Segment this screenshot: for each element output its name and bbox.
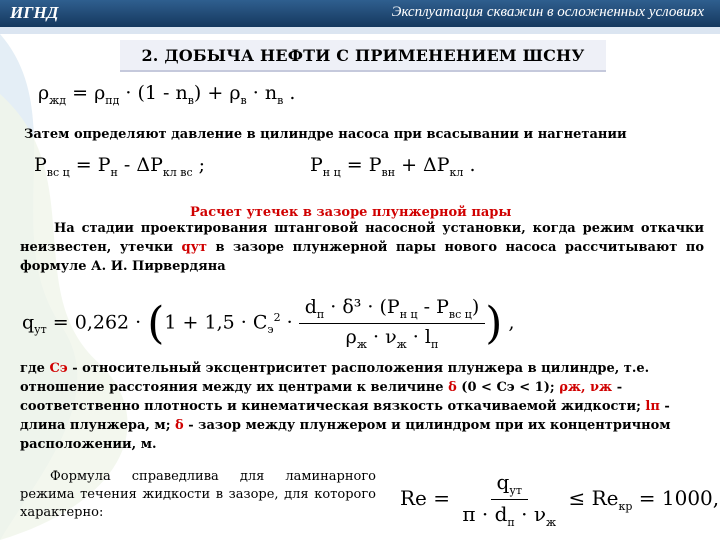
paragraph-design-stage: На стадии проектирования штанговой насосной установки, когда режим откачки неизвестен, утечки qут в зазоре плунжерной пары нового насоса рассчитывают по формуле А. И. Пирвердяна bbox=[20, 221, 704, 274]
text-pressure-intro: Затем определяют давление в цилиндре насоса при всасывании и нагнетании bbox=[24, 127, 627, 142]
header-right: Эксплуатация скважин в осложненных условиях bbox=[391, 4, 704, 20]
header-left: ИГНД bbox=[10, 3, 59, 22]
formula-density: $\rho_{жд} = \rho_{пд} \cdot (1 - n_в) + \rho_в \cdot n_в$ . bbox=[38, 82, 296, 107]
background-wave bbox=[0, 34, 260, 540]
formula-discharge-pressure: $P_{н ц} = P_{вн} + \Delta P_{кл}$ . bbox=[310, 154, 476, 179]
subtitle-leakage: Расчет утечек в зазоре плунжерной пары bbox=[190, 205, 512, 220]
paragraph-where: где Сэ - относительный эксцентриситет расположения плунжера в цилиндре, т.е. отношение расстояния между их центрами к величине δ (0 < Сэ < 1); ρж, νж - соответственно плотность и кинематическая вязкость откачиваемой жидкости; lп - длина плунжера, м; δ - зазор между плунжером и цилиндром при их концентричном расположении, м. bbox=[20, 361, 671, 452]
formula-reynolds: Re = $\frac{q_{ут}}{\pi \cdot d_п \cdot \nu_ж}$ ≤ $Re_{кр} = 1000$, bbox=[400, 470, 720, 529]
slide-title: 2. ДОБЫЧА НЕФТИ С ПРИМЕНЕНИЕМ ШСНУ bbox=[120, 40, 606, 72]
header-bar bbox=[0, 0, 720, 27]
formula-pirverdyan: $q_{ут} = 0,262 \cdot (1 + 1,5 \cdot C_э^2$ · $\frac{d_п \cdot \delta^3 \cdot (P_{н ц} - P_{вс ц})}{\rho_ж \cdot \nu_ж \cdot l_п}$ ) , bbox=[22, 296, 515, 351]
header-band bbox=[0, 27, 720, 34]
formula-suction-pressure: $P_{вс ц} = P_н - \Delta P_{кл вс}$ ; bbox=[34, 154, 206, 179]
paragraph-laminar: Формула справедлива для ламинарного режима течения жидкости в зазоре, для которого характерно: bbox=[20, 469, 376, 520]
